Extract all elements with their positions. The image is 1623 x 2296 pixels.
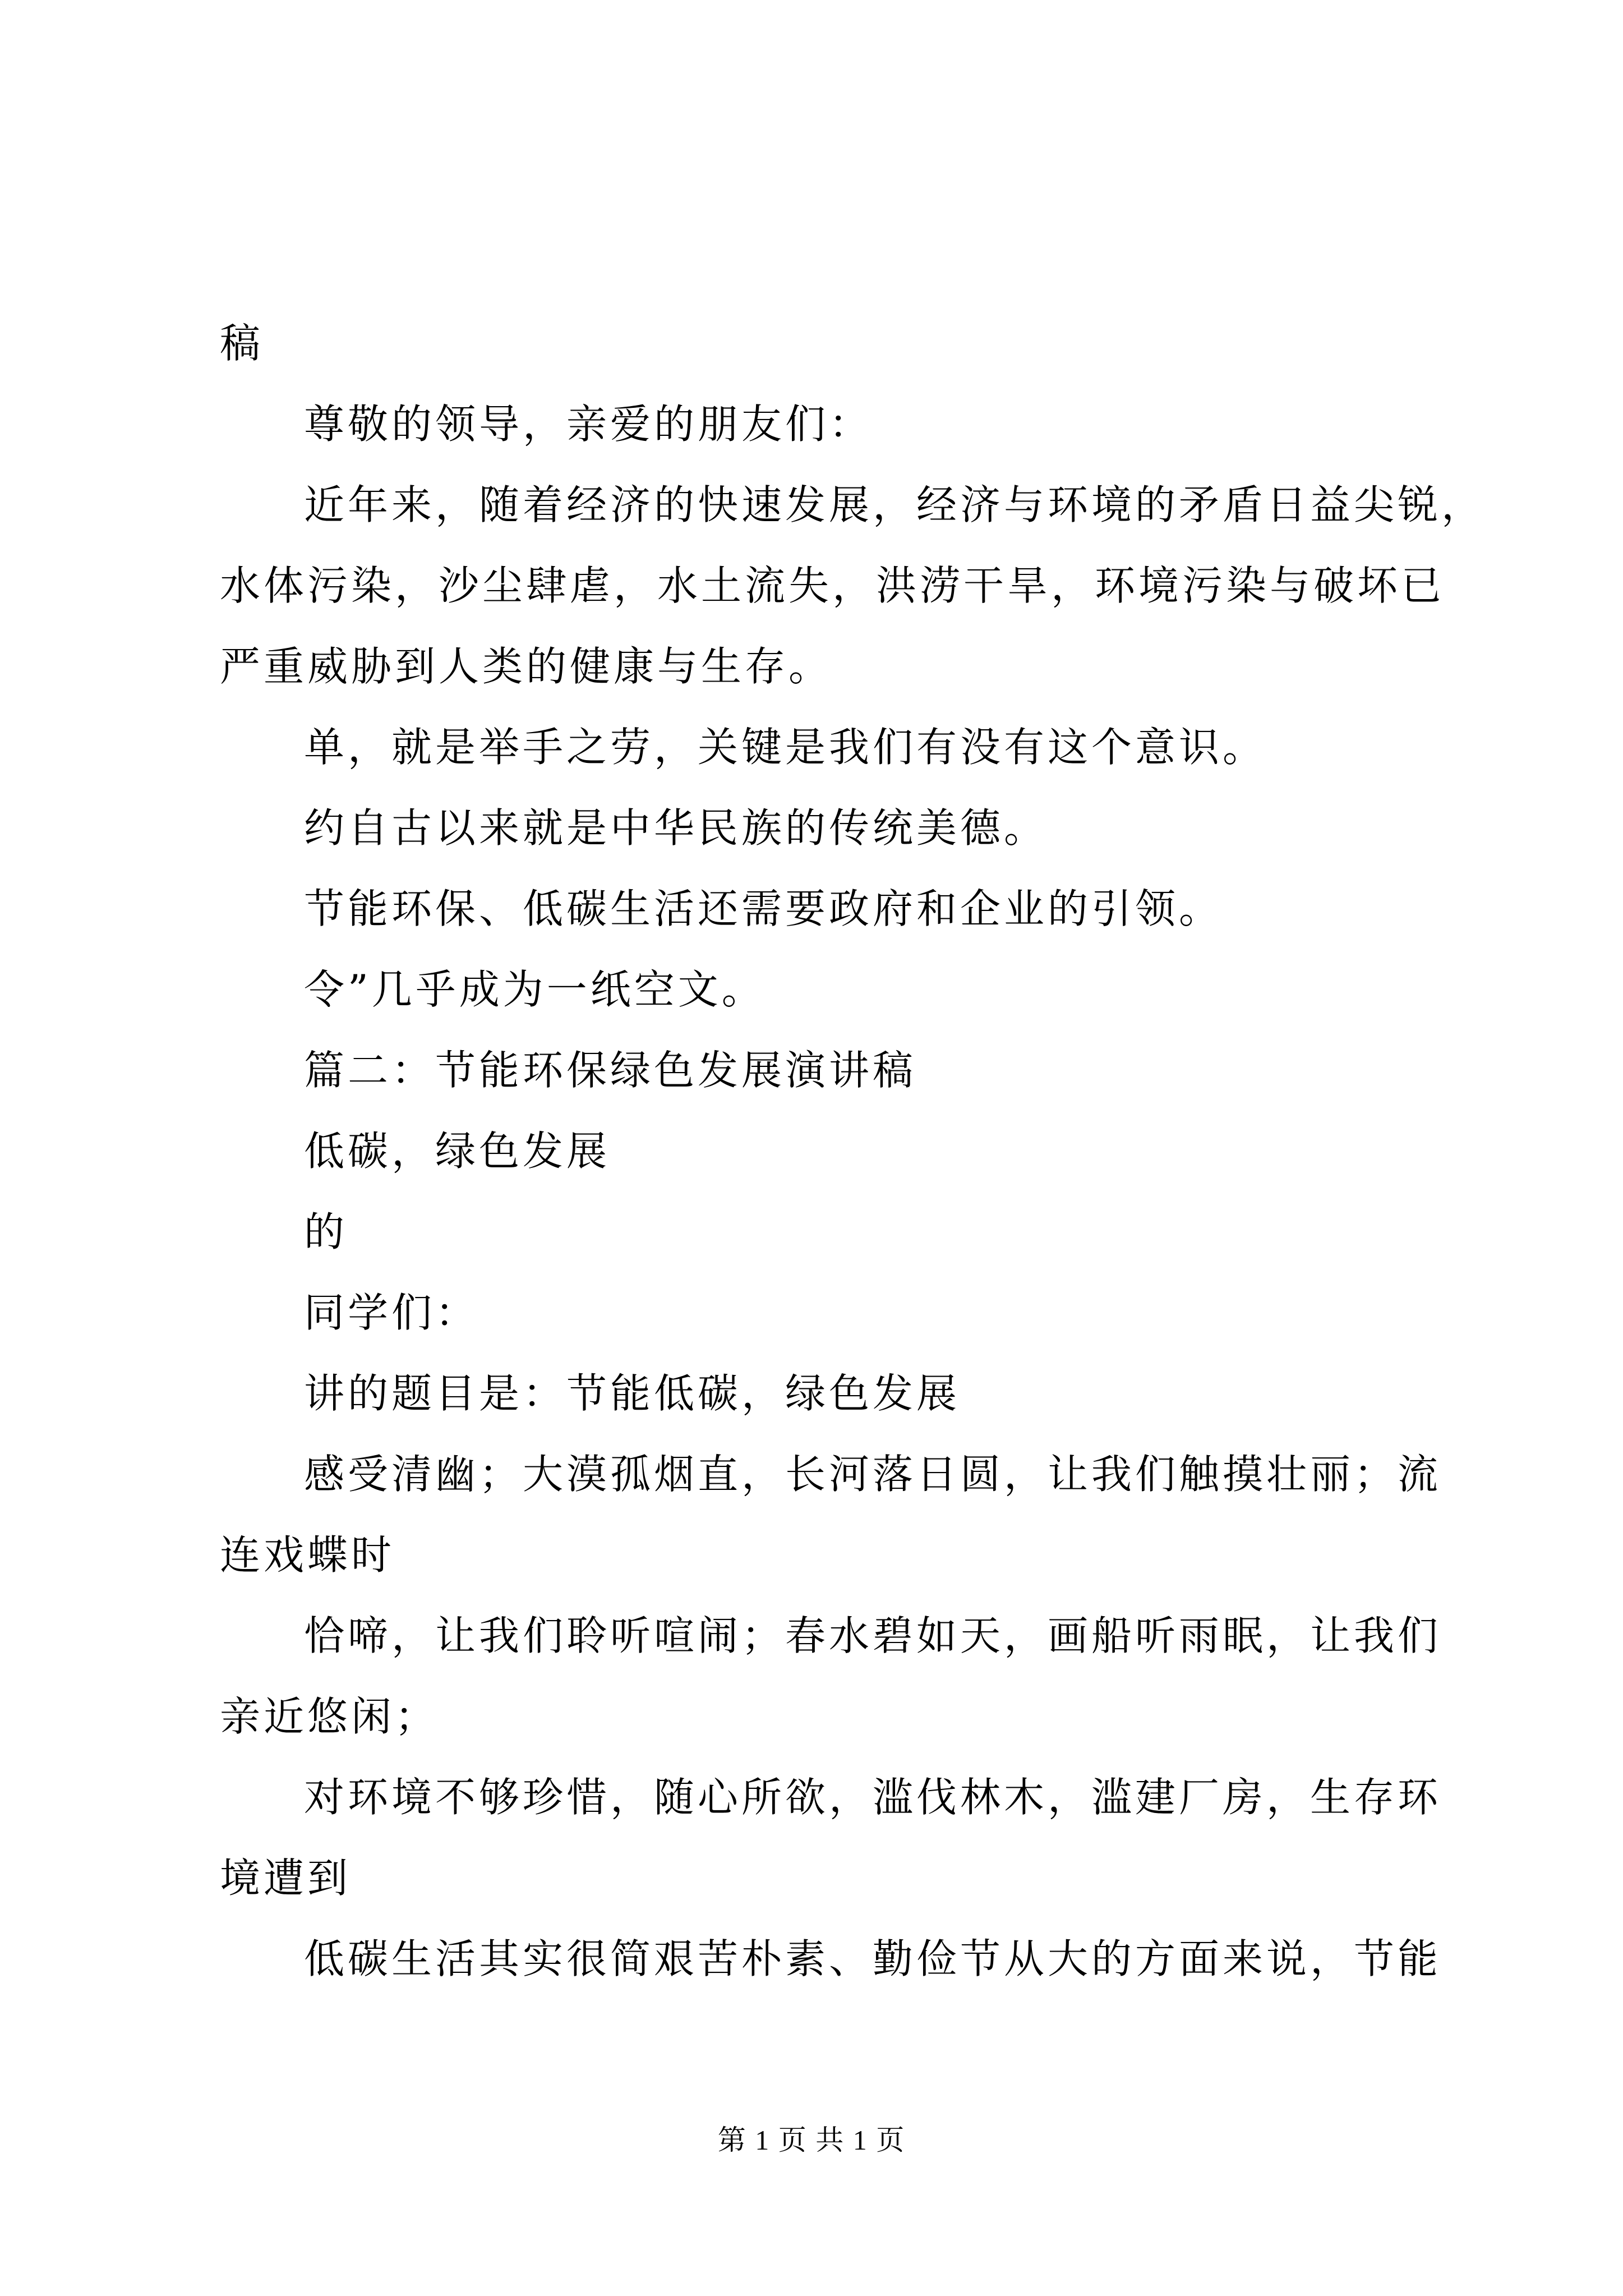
paragraph-line: 篇二：节能环保绿色发展演讲稿: [304, 1047, 917, 1094]
paragraph-line: 令”几乎成为一纸空文。: [304, 966, 766, 1013]
document-body: [220, 303, 1486, 1999]
paragraph-line: 严重威胁到人类的健康与生存。: [220, 643, 833, 690]
paragraph-line: 低碳生活其实很简艰苦朴素、勤俭节从大的方面来说，节能: [304, 1935, 1442, 1982]
paragraph-line: 约自古以来就是中华民族的传统美德。: [304, 804, 1048, 852]
paragraph-line: 连戏蝶时: [220, 1531, 395, 1579]
paragraph-line: 的: [304, 1208, 348, 1255]
paragraph-line: 感受清幽；大漠孤烟直，长河落日圆，让我们触摸壮丽；流: [304, 1451, 1442, 1498]
paragraph-line: 单，就是举手之劳，关键是我们有没有这个意识。: [304, 724, 1267, 771]
paragraph-line: 低碳，绿色发展: [304, 1128, 611, 1175]
paragraph-line: 恰啼，让我们聆听喧闹；春水碧如天，画船听雨眠，让我们: [304, 1612, 1442, 1659]
paragraph-line: 同学们：: [304, 1289, 479, 1336]
page-footer: 第 1 页 共 1 页: [717, 2124, 906, 2156]
paragraph-line: 亲近悠闲；: [220, 1693, 439, 1740]
paragraph-line: 对环境不够珍惜，随心所欲，滥伐林木，滥建厂房，生存环: [304, 1774, 1442, 1821]
paragraph-line: 节能环保、低碳生活还需要政府和企业的引领。: [304, 885, 1223, 932]
paragraph-line: 近年来，随着经济的快速发展，经济与环境的矛盾日益尖锐，: [304, 481, 1486, 528]
paragraph-line: 讲的题目是：节能低碳，绿色发展: [304, 1370, 961, 1417]
paragraph-line: 境遭到: [220, 1855, 352, 1902]
paragraph-line: 水体污染，沙尘肆虐，水土流失，洪涝干旱，环境污染与破坏已: [220, 562, 1445, 609]
paragraph-line: 稿: [220, 320, 264, 367]
paragraph-line: 尊敬的领导，亲爱的朋友们：: [304, 401, 873, 448]
